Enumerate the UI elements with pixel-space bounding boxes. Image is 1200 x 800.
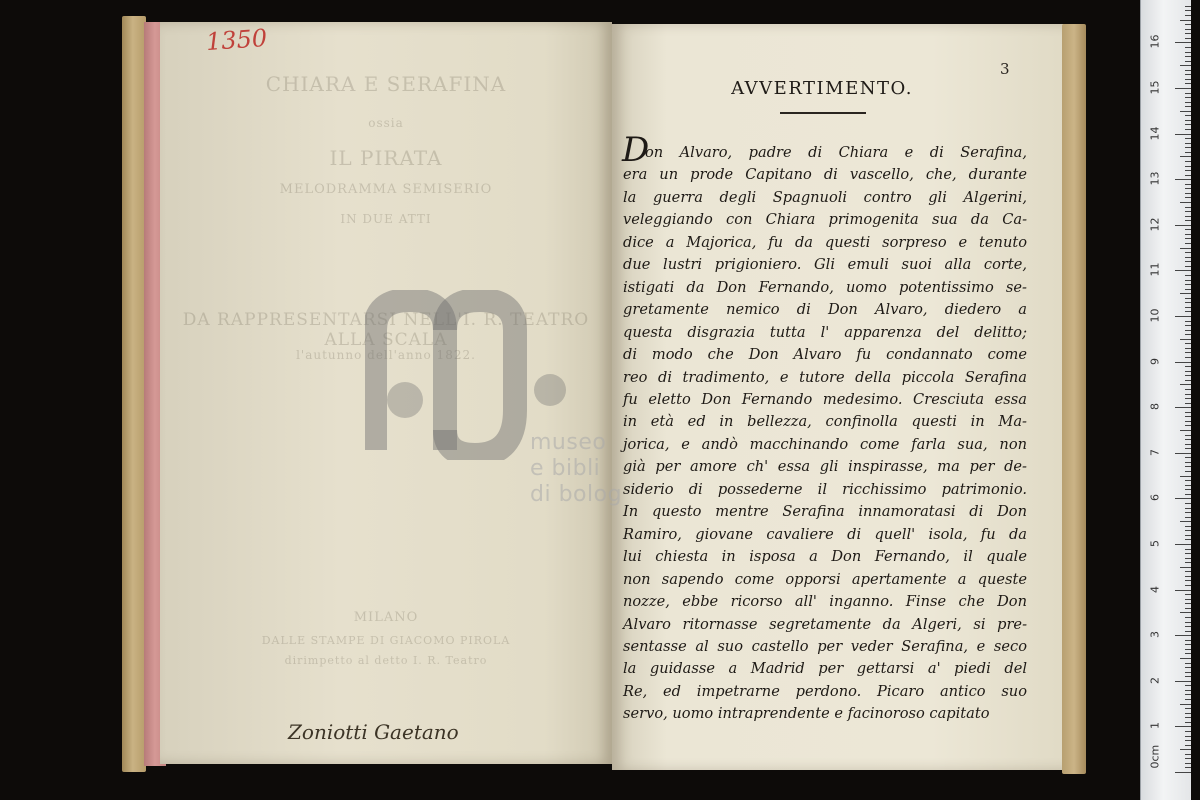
ruler-unit-label: 0cm: [1148, 744, 1162, 769]
text-line: istigati da Don Fernando, uomo potentissimo se-: [623, 278, 1027, 296]
ruler-tick: [1185, 535, 1191, 536]
ruler-tick: [1185, 672, 1191, 673]
watermark-text: di bolog: [530, 482, 623, 507]
ruler-tick: [1185, 170, 1191, 171]
text-line: fu eletto Don Fernando medesimo. Cresciuta essa: [623, 390, 1027, 408]
ruler-tick: [1185, 97, 1191, 98]
ruler-tick: [1185, 412, 1191, 413]
text-line: Alvaro ritornasse segretamente da Algeri, si pre-: [623, 615, 1027, 633]
ruler-label: 10: [1148, 308, 1162, 323]
text-line: dice a Majorica, fu da questi sorpreso e tenuto: [623, 233, 1027, 251]
ruler-tick: [1175, 316, 1191, 317]
ruler-tick: [1185, 466, 1191, 467]
ruler-tick: [1185, 640, 1191, 641]
left-cover-board: [122, 16, 146, 772]
ruler-tick: [1185, 767, 1191, 768]
ruler-tick: [1185, 553, 1191, 554]
ruler-tick: [1180, 749, 1191, 750]
ruler-tick: [1185, 321, 1191, 322]
ruler-tick: [1180, 111, 1191, 112]
ruler-tick: [1185, 352, 1191, 353]
ruler-tick: [1185, 503, 1191, 504]
ruler-tick: [1185, 10, 1191, 11]
bleed-through-line: ossia: [368, 116, 404, 130]
text-line: Ramiro, giovane cavaliere di quell' isola, fu da: [623, 525, 1027, 543]
ruler-tick: [1185, 394, 1191, 395]
ruler-tick: [1185, 617, 1191, 618]
ruler-tick: [1175, 635, 1191, 636]
ruler-tick: [1175, 453, 1191, 454]
ruler-label: 3: [1148, 631, 1162, 639]
heading-rule: [780, 112, 866, 114]
ruler-tick: [1180, 658, 1191, 659]
ruler-tick: [1185, 120, 1191, 121]
ruler-tick: [1185, 508, 1191, 509]
ruler-tick: [1185, 6, 1191, 7]
bleed-through-line: MELODRAMMA SEMISERIO: [279, 182, 493, 197]
body-text: [623, 142, 1027, 726]
ruler-tick: [1185, 330, 1191, 331]
ruler-tick: [1185, 102, 1191, 103]
ruler-tick: [1185, 439, 1191, 440]
ruler-tick: [1185, 24, 1191, 25]
ruler-tick: [1185, 512, 1191, 513]
bleed-through-line: DA RAPPRESENTARSI NELL'I. R. TEATRO ALLA SCALA: [182, 310, 590, 350]
ruler-tick: [1185, 754, 1191, 755]
ruler-tick: [1185, 47, 1191, 48]
ruler-tick: [1185, 622, 1191, 623]
ruler-tick: [1185, 220, 1191, 221]
handwritten-signature: Zoniotti Gaetano: [288, 720, 459, 744]
bleed-through-line: IL PIRATA: [329, 146, 443, 170]
text-line: servo, uomo intraprendente e facinoroso capitato: [623, 705, 990, 723]
ruler-tick: [1185, 166, 1191, 167]
ruler-tick: [1185, 403, 1191, 404]
ruler-label: 16: [1148, 34, 1162, 49]
ruler-tick: [1185, 448, 1191, 449]
ruler-label: 8: [1148, 403, 1162, 411]
centimeter-ruler: [1140, 0, 1191, 800]
text-line: siderio di possederne il ricchissimo patrimonio.: [623, 480, 1027, 498]
ruler-tick: [1185, 115, 1191, 116]
bleed-through-line: MILANO: [353, 610, 419, 625]
ruler-tick: [1185, 298, 1191, 299]
ruler-tick: [1185, 175, 1191, 176]
ruler-tick: [1185, 375, 1191, 376]
ruler-tick: [1185, 667, 1191, 668]
text-line: reo di tradimento, e tutore della piccola Serafina: [623, 368, 1027, 386]
ruler-tick: [1185, 29, 1191, 30]
ruler-label: 15: [1148, 80, 1162, 95]
text-line: la guerra degli Spagnuoli contro gli Algerini,: [623, 188, 1027, 206]
ruler-tick: [1185, 539, 1191, 540]
ruler-tick: [1185, 389, 1191, 390]
watermark-text: museo: [530, 430, 607, 455]
ruler-label: 7: [1148, 448, 1162, 456]
ruler-tick: [1175, 134, 1191, 135]
section-heading: AVVERTIMENTO.: [731, 78, 913, 99]
ruler-tick: [1185, 289, 1191, 290]
ruler-tick: [1185, 33, 1191, 34]
ruler-tick: [1185, 311, 1191, 312]
ruler-tick: [1185, 731, 1191, 732]
ruler-tick: [1175, 681, 1191, 682]
text-line: lui chiesta in isposa a Don Fernando, il quale: [623, 548, 1027, 566]
bleed-through-line: dirimpetto al detto I. R. Teatro: [284, 654, 488, 667]
ruler-tick: [1185, 161, 1191, 162]
text-line: due lustri prigioniero. Gli emuli suoi alla corte,: [623, 256, 1027, 274]
ruler-tick: [1185, 275, 1191, 276]
ruler-tick: [1185, 580, 1191, 581]
ruler-tick: [1175, 225, 1191, 226]
ruler-tick: [1185, 599, 1191, 600]
ruler-tick: [1185, 124, 1191, 125]
ruler-tick: [1185, 343, 1191, 344]
ruler-tick: [1185, 380, 1191, 381]
ruler-tick: [1185, 261, 1191, 262]
ruler-tick: [1185, 740, 1191, 741]
ruler-tick: [1185, 83, 1191, 84]
ruler-tick: [1175, 362, 1191, 363]
ruler-tick: [1185, 79, 1191, 80]
ruler-tick: [1185, 649, 1191, 650]
ruler-tick: [1185, 571, 1191, 572]
ruler-tick: [1185, 93, 1191, 94]
ruler-tick: [1185, 184, 1191, 185]
ruler-tick: [1185, 243, 1191, 244]
ruler-tick: [1185, 398, 1191, 399]
ruler-tick: [1180, 20, 1191, 21]
ruler-tick: [1185, 252, 1191, 253]
right-cover-board: [1062, 24, 1086, 774]
bleed-through-line: l'autunno dell'anno 1822.: [296, 348, 476, 362]
page-number: 3: [1000, 60, 1010, 78]
ruler-tick: [1175, 407, 1191, 408]
ruler-tick: [1185, 307, 1191, 308]
ruler-tick: [1185, 736, 1191, 737]
ruler-label: 5: [1148, 540, 1162, 547]
ruler-tick: [1185, 38, 1191, 39]
ruler-tick: [1185, 489, 1191, 490]
ruler-tick: [1180, 202, 1191, 203]
ruler-tick: [1175, 772, 1191, 773]
ruler-tick: [1175, 42, 1191, 43]
ruler-tick: [1175, 498, 1191, 499]
ruler-tick: [1185, 435, 1191, 436]
ruler-tick: [1185, 457, 1191, 458]
ruler-tick: [1185, 708, 1191, 709]
text-line: on Alvaro, padre di Chiara e di Serafina,: [645, 144, 1027, 161]
ruler-tick: [1185, 138, 1191, 139]
ruler-tick: [1185, 143, 1191, 144]
ruler-tick: [1185, 238, 1191, 239]
ruler-tick: [1185, 74, 1191, 75]
ruler-tick: [1185, 631, 1191, 632]
ruler-tick: [1185, 334, 1191, 335]
handwritten-number: 1350: [205, 23, 268, 57]
ruler-tick: [1185, 722, 1191, 723]
ruler-label: 2: [1148, 676, 1162, 684]
ruler-tick: [1185, 444, 1191, 445]
ruler-tick: [1180, 156, 1191, 157]
ruler-tick: [1185, 302, 1191, 303]
text-line: non sapendo come opporsi apertamente a queste: [623, 570, 1027, 588]
ruler-tick: [1185, 763, 1191, 764]
ruler-tick: [1175, 726, 1191, 727]
text-line: la guidasse a Madrid per gettarsi a' piedi del: [623, 660, 1027, 678]
ruler-tick: [1185, 52, 1191, 53]
text-line: era un prode Capitano di vascello, che, durante: [623, 166, 1027, 184]
ruler-tick: [1185, 480, 1191, 481]
ruler-label: 11: [1148, 262, 1162, 277]
text-line: di modo che Don Alvaro fu condannato come: [623, 346, 1027, 364]
ruler-tick: [1185, 471, 1191, 472]
ruler-tick: [1185, 348, 1191, 349]
ruler-tick: [1185, 644, 1191, 645]
ruler-label: 1: [1148, 722, 1162, 730]
ruler-tick: [1185, 530, 1191, 531]
ruler-tick: [1185, 462, 1191, 463]
ruler-tick: [1185, 745, 1191, 746]
ruler-tick: [1185, 549, 1191, 550]
ruler-tick: [1185, 70, 1191, 71]
ruler-tick: [1185, 152, 1191, 153]
ruler-tick: [1185, 690, 1191, 691]
text-line: In questo mentre Serafina innamoratasi di Don: [623, 503, 1027, 521]
text-line: in età ed in bellezza, confinolla questi in Ma-: [623, 413, 1027, 431]
ruler-tick: [1185, 234, 1191, 235]
ruler-tick: [1185, 416, 1191, 417]
ruler-tick: [1185, 713, 1191, 714]
ruler-tick: [1185, 526, 1191, 527]
ruler-label: 6: [1148, 494, 1162, 502]
ruler-tick: [1180, 384, 1191, 385]
ruler-tick: [1185, 193, 1191, 194]
text-line: veleggiando con Chiara primogenita sua da Ca-: [623, 211, 1027, 229]
ruler-tick: [1185, 717, 1191, 718]
ruler-tick: [1185, 494, 1191, 495]
ruler-tick: [1185, 56, 1191, 57]
ruler-tick: [1185, 585, 1191, 586]
ruler-tick: [1185, 371, 1191, 372]
watermark-text: e bibli: [530, 456, 601, 481]
ruler-tick: [1180, 293, 1191, 294]
text-line: Re, ed impetrarne perdono. Picaro antico suo: [623, 682, 1027, 700]
ruler-tick: [1180, 65, 1191, 66]
ruler-tick: [1185, 626, 1191, 627]
ruler-tick: [1185, 421, 1191, 422]
ruler-tick: [1185, 106, 1191, 107]
ruler-tick: [1185, 207, 1191, 208]
ruler-tick: [1180, 612, 1191, 613]
ruler-label: 13: [1148, 171, 1162, 186]
ruler-tick: [1185, 685, 1191, 686]
ruler-tick: [1185, 425, 1191, 426]
ruler-tick: [1185, 129, 1191, 130]
ruler-tick: [1185, 211, 1191, 212]
ruler-tick: [1185, 15, 1191, 16]
text-line: gretamente nemico di Don Alvaro, diedero a: [623, 301, 1027, 319]
ruler-tick: [1185, 229, 1191, 230]
ruler-tick: [1180, 567, 1191, 568]
bleed-through-line: CHIARA E SERAFINA: [265, 72, 507, 96]
ruler-tick: [1185, 694, 1191, 695]
ruler-tick: [1180, 248, 1191, 249]
ruler-tick: [1185, 608, 1191, 609]
drop-cap: D: [622, 130, 650, 170]
ruler-tick: [1175, 270, 1191, 271]
ruler-tick: [1185, 653, 1191, 654]
ruler-tick: [1185, 188, 1191, 189]
ruler-tick: [1185, 280, 1191, 281]
ruler-tick: [1185, 699, 1191, 700]
ruler-label: 14: [1148, 126, 1162, 141]
ruler-tick: [1185, 257, 1191, 258]
ruler-tick: [1185, 562, 1191, 563]
bleed-through-line: IN DUE ATTI: [340, 212, 432, 226]
ruler-tick: [1185, 61, 1191, 62]
ruler-tick: [1185, 216, 1191, 217]
ruler-tick: [1180, 704, 1191, 705]
ruler-tick: [1180, 521, 1191, 522]
ruler-tick: [1185, 147, 1191, 148]
ruler-tick: [1175, 544, 1191, 545]
ruler-label: 12: [1148, 217, 1162, 232]
ruler-tick: [1175, 179, 1191, 180]
text-line: questa disgrazia tutta l' apparenza del delitto;: [623, 323, 1027, 341]
ruler-tick: [1185, 676, 1191, 677]
ruler-tick: [1180, 476, 1191, 477]
ruler-label: 9: [1148, 357, 1162, 365]
ruler-label: 4: [1148, 585, 1162, 593]
ruler-tick: [1185, 325, 1191, 326]
ruler-tick: [1185, 758, 1191, 759]
ruler-tick: [1185, 197, 1191, 198]
ruler-tick: [1185, 594, 1191, 595]
ruler-tick: [1185, 366, 1191, 367]
ruler-tick: [1185, 284, 1191, 285]
ruler-tick: [1185, 663, 1191, 664]
ruler-tick: [1185, 517, 1191, 518]
ruler-tick: [1185, 266, 1191, 267]
ruler-tick: [1180, 430, 1191, 431]
ruler-tick: [1175, 590, 1191, 591]
ruler-tick: [1185, 357, 1191, 358]
ruler-tick: [1180, 339, 1191, 340]
text-line: nozze, ebbe ricorso all' inganno. Finse che Don: [623, 593, 1027, 611]
text-line: già per amore ch' essa gli inspirasse, ma per de-: [623, 458, 1027, 476]
text-line: jorica, e andò macchinando come farla sua, non: [623, 435, 1027, 453]
ruler-tick: [1185, 603, 1191, 604]
text-line: sentasse al suo castello per veder Serafina, e seco: [623, 637, 1027, 655]
bleed-through-line: DALLE STAMPE DI GIACOMO PIROLA: [261, 634, 511, 647]
ruler-tick: [1185, 576, 1191, 577]
ruler-tick: [1175, 88, 1191, 89]
ruler-tick: [1185, 558, 1191, 559]
ruler-tick: [1185, 485, 1191, 486]
